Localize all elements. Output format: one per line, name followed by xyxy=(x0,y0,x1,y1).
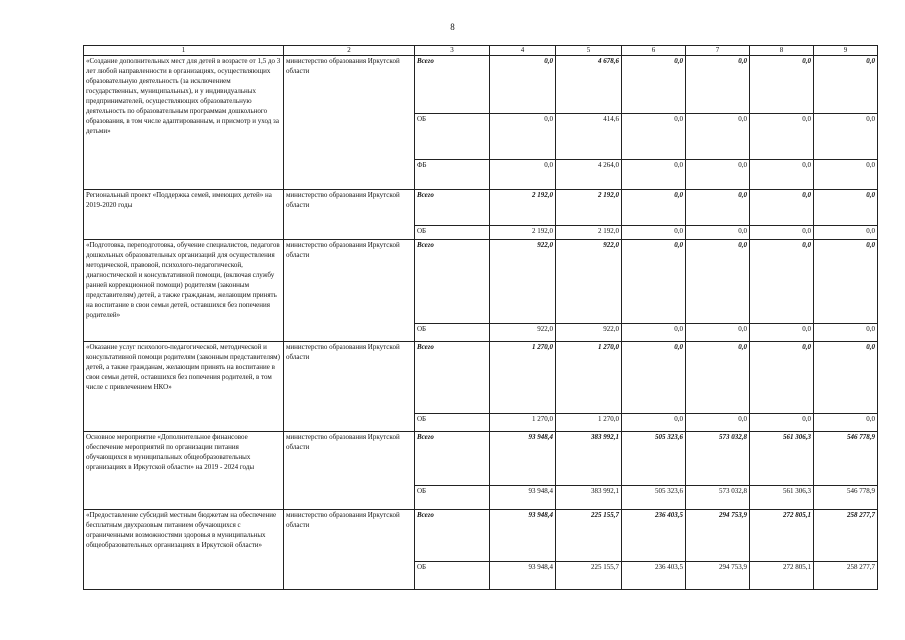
amount-cell: 2 192,0 xyxy=(490,226,556,240)
amount-cell: 0,0 xyxy=(622,190,686,226)
amount-cell: 2 192,0 xyxy=(490,190,556,226)
table-row xyxy=(84,56,878,114)
amount-cell: 0,0 xyxy=(686,342,750,414)
col-header-3: 3 xyxy=(415,46,490,56)
amount-cell: 414,6 xyxy=(556,114,622,160)
col-header-8: 8 xyxy=(750,46,814,56)
amount-cell: 0,0 xyxy=(622,342,686,414)
responsible-executor: министерство образования Иркутской области xyxy=(284,510,415,590)
responsible-executor: министерство образования Иркутской области xyxy=(284,432,415,510)
amount-cell: 383 992,1 xyxy=(556,432,622,486)
amount-cell: 93 948,4 xyxy=(490,486,556,510)
responsible-executor: министерство образования Иркутской области xyxy=(284,240,415,342)
amount-cell: 4 264,0 xyxy=(556,160,622,190)
amount-cell: 294 753,9 xyxy=(686,562,750,590)
amount-cell: 0,0 xyxy=(814,160,878,190)
funding-source: ОБ xyxy=(415,562,490,590)
amount-cell: 93 948,4 xyxy=(490,432,556,486)
amount-cell: 0,0 xyxy=(814,324,878,342)
amount-cell: 258 277,7 xyxy=(814,510,878,562)
amount-cell: 93 948,4 xyxy=(490,510,556,562)
amount-cell: 383 992,1 xyxy=(556,486,622,510)
amount-cell: 0,0 xyxy=(750,226,814,240)
amount-cell: 0,0 xyxy=(814,226,878,240)
col-header-7: 7 xyxy=(686,46,750,56)
funding-source: Всего xyxy=(415,432,490,486)
table-row xyxy=(84,432,878,486)
amount-cell: 272 805,1 xyxy=(750,510,814,562)
amount-cell: 0,0 xyxy=(622,324,686,342)
col-header-4: 4 xyxy=(490,46,556,56)
amount-cell: 546 778,9 xyxy=(814,486,878,510)
amount-cell: 0,0 xyxy=(814,114,878,160)
amount-cell: 0,0 xyxy=(750,414,814,432)
amount-cell: 0,0 xyxy=(750,240,814,324)
amount-cell: 0,0 xyxy=(686,56,750,114)
funding-source: Всего xyxy=(415,342,490,414)
activity-description: Региональный проект «Поддержка семей, имеющих детей» на 2019-2020 годы xyxy=(84,190,284,240)
amount-cell: 922,0 xyxy=(556,240,622,324)
header-row xyxy=(84,46,878,56)
col-header-2: 2 xyxy=(284,46,415,56)
amount-cell: 93 948,4 xyxy=(490,562,556,590)
activity-description: «Предоставление субсидий местным бюджетам на обеспечение бесплатным двухразовым питанием обучающихся с ограниченными возможностями здоровья в муниципальных общеобразовательных организациях в Иркутской области» xyxy=(84,510,284,590)
amount-cell: 225 155,7 xyxy=(556,510,622,562)
amount-cell: 0,0 xyxy=(750,114,814,160)
amount-cell: 0,0 xyxy=(814,190,878,226)
amount-cell: 0,0 xyxy=(750,160,814,190)
amount-cell: 4 678,6 xyxy=(556,56,622,114)
amount-cell: 0,0 xyxy=(622,226,686,240)
funding-source: ОБ xyxy=(415,226,490,240)
amount-cell: 1 270,0 xyxy=(556,342,622,414)
amount-cell: 236 403,5 xyxy=(622,562,686,590)
amount-cell: 0,0 xyxy=(686,226,750,240)
amount-cell: 0,0 xyxy=(750,190,814,226)
amount-cell: 0,0 xyxy=(686,160,750,190)
page-number: 8 xyxy=(450,22,455,32)
amount-cell: 573 032,8 xyxy=(686,486,750,510)
funding-source: ОБ xyxy=(415,486,490,510)
budget-table xyxy=(83,45,878,590)
amount-cell: 0,0 xyxy=(622,114,686,160)
amount-cell: 505 323,6 xyxy=(622,486,686,510)
col-header-6: 6 xyxy=(622,46,686,56)
amount-cell: 294 753,9 xyxy=(686,510,750,562)
funding-source: Всего xyxy=(415,56,490,114)
funding-source: ОБ xyxy=(415,414,490,432)
amount-cell: 0,0 xyxy=(814,56,878,114)
amount-cell: 0,0 xyxy=(750,324,814,342)
amount-cell: 236 403,5 xyxy=(622,510,686,562)
amount-cell: 561 306,3 xyxy=(750,432,814,486)
funding-source: ОБ xyxy=(415,324,490,342)
amount-cell: 225 155,7 xyxy=(556,562,622,590)
amount-cell: 0,0 xyxy=(750,342,814,414)
amount-cell: 0,0 xyxy=(490,56,556,114)
activity-description: «Оказание услуг психолого-педагогической, методической и консультативной помощи родителям (законным представителям) детей, а также гражданам, желающим принять на воспитание в свои семьи детей, оставшихся без попечения родителей, в том числе с привлечением НКО» xyxy=(84,342,284,432)
amount-cell: 1 270,0 xyxy=(490,414,556,432)
amount-cell: 561 306,3 xyxy=(750,486,814,510)
table-row xyxy=(84,240,878,324)
activity-description: «Подготовка, переподготовка, обучение специалистов, педагогов дошкольных образовательных организаций для осуществления методической, правовой, психолого-педагогической, диагностической и консультативной помощи, (включая службу ранней коррекционной помощи) родителям (законным представителям) детей, а также гражданам, желающим принять на воспитание в свои семьи детей, оставшихся без попечения родителей» xyxy=(84,240,284,342)
responsible-executor: министерство образования Иркутской области xyxy=(284,190,415,240)
amount-cell: 1 270,0 xyxy=(556,414,622,432)
amount-cell: 922,0 xyxy=(490,240,556,324)
amount-cell: 258 277,7 xyxy=(814,562,878,590)
funding-source: ОБ xyxy=(415,114,490,160)
amount-cell: 546 778,9 xyxy=(814,432,878,486)
amount-cell: 272 805,1 xyxy=(750,562,814,590)
amount-cell: 0,0 xyxy=(622,56,686,114)
amount-cell: 0,0 xyxy=(750,56,814,114)
activity-description: Основное мероприятие «Дополнительное финансовое обеспечение мероприятий по организации питания обучающихся в муниципальных общеобразовательных организациях в Иркутской области» на 2019 - 2024 годы xyxy=(84,432,284,510)
responsible-executor: министерство образования Иркутской области xyxy=(284,56,415,190)
amount-cell: 0,0 xyxy=(622,414,686,432)
amount-cell: 1 270,0 xyxy=(490,342,556,414)
funding-source: Всего xyxy=(415,510,490,562)
amount-cell: 0,0 xyxy=(686,190,750,226)
table-row xyxy=(84,190,878,226)
table-row xyxy=(84,342,878,414)
amount-cell: 0,0 xyxy=(686,414,750,432)
amount-cell: 0,0 xyxy=(686,114,750,160)
amount-cell: 0,0 xyxy=(686,324,750,342)
table-body xyxy=(84,56,878,590)
funding-source: ФБ xyxy=(415,160,490,190)
amount-cell: 0,0 xyxy=(490,160,556,190)
amount-cell: 0,0 xyxy=(814,240,878,324)
amount-cell: 0,0 xyxy=(490,114,556,160)
amount-cell: 922,0 xyxy=(556,324,622,342)
col-header-5: 5 xyxy=(556,46,622,56)
amount-cell: 0,0 xyxy=(814,414,878,432)
amount-cell: 505 323,6 xyxy=(622,432,686,486)
amount-cell: 573 032,8 xyxy=(686,432,750,486)
responsible-executor: министерство образования Иркутской области xyxy=(284,342,415,432)
amount-cell: 0,0 xyxy=(814,342,878,414)
funding-source: Всего xyxy=(415,190,490,226)
table-row xyxy=(84,510,878,562)
col-header-9: 9 xyxy=(814,46,878,56)
amount-cell: 2 192,0 xyxy=(556,190,622,226)
amount-cell: 0,0 xyxy=(622,240,686,324)
funding-source: Всего xyxy=(415,240,490,324)
amount-cell: 922,0 xyxy=(490,324,556,342)
col-header-1: 1 xyxy=(84,46,284,56)
amount-cell: 0,0 xyxy=(622,160,686,190)
activity-description: «Создание дополнительных мест для детей в возрасте от 1,5 до 3 лет любой направленности в организациях, осуществляющих образовательную деятельность (за исключением государственных, муниципальных), и у индивидуальных предпринимателей, осуществляющих образовательную деятельность по образовательным программам дошкольного образования, в том числе адаптированным, и присмотр и уход за детьми» xyxy=(84,56,284,190)
amount-cell: 0,0 xyxy=(686,240,750,324)
amount-cell: 2 192,0 xyxy=(556,226,622,240)
